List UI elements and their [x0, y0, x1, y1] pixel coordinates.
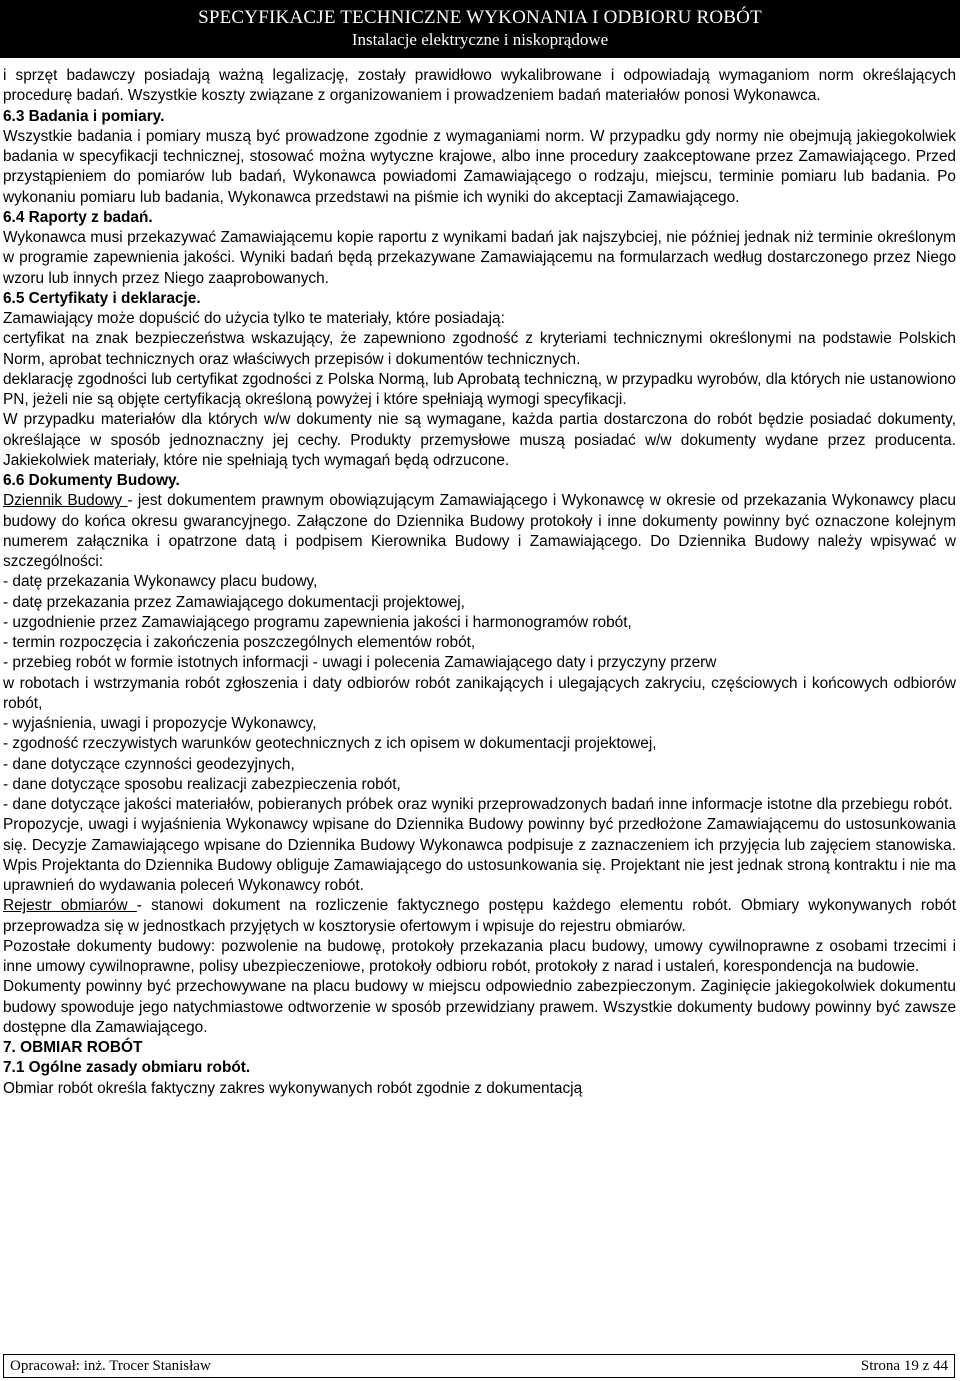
list-item: - termin rozpoczęcia i zakończenia poszczególnych elementów robót,: [3, 634, 476, 651]
term-rejestr-obmiarow: Rejestr obmiarów: [3, 897, 137, 915]
page-footer: [3, 1354, 955, 1378]
paragraph: Pozostałe dokumenty budowy: pozwolenie na budowę, protokoły przekazania placu budowy, umowy cywilnoprawne z osobami trzecimi i inne umowy cywilnoprawne, polisy ubezpieczeniowe, protokoły odbioru robót, protokoły z narad i ustaleń, korespondencja na budowie.: [3, 937, 956, 975]
section-heading-6-5: 6.5 Certyfikaty i deklaracje.: [3, 289, 201, 307]
paragraph: [3, 491, 956, 572]
list-item: - zgodność rzeczywistych warunków geotechnicznych z ich opisem w dokumentacji projektowej,: [3, 735, 657, 753]
paragraph: W przypadku materiałów dla których w/w dokumenty nie są wymagane, każda partia dostarczona do robót będzie posiadać dokumenty, określające w sposób jednoznaczny jej cechy. Produkty przemysłowe muszą posiadać w/w dokumenty wydane przez producenta. Jakiekolwiek materiały, które nie spełniają tych wymagań będą odrzucone.: [3, 411, 956, 469]
list-item: - dane dotyczące sposobu realizacji zabezpieczenia robót,: [3, 775, 401, 793]
list-item: - wyjaśnienia, uwagi i propozycje Wykonawcy,: [3, 715, 317, 732]
section-heading-6-3: 6.3 Badania i pomiary.: [3, 107, 165, 125]
footer-page-number: Strona 19 z 44: [860, 1358, 948, 1374]
list-item: - datę przekazania Wykonawcy placu budowy,: [3, 573, 318, 591]
paragraph: [3, 896, 956, 937]
paragraph-text: - jest dokumentem prawnym obowiązującym Zamawiającego i Wykonawcę w okresie od przekazania Wykonawcy placu budowy do końca okresu gwarancyjnego. Załączone do Dziennika Budowy protokoły i inne dokumenty powinny być oznaczone kolejnym numerem załącznika i opatrzone datą i podpisem Kierownika Budowy i Zamawiającego. Do Dziennika Budowy należy wpisywać w szczególności:: [3, 492, 956, 570]
paragraph: Wykonawca musi przekazywać Zamawiającemu kopie raportu z wynikami badań jak najszybciej, nie później jednak niż terminie określonym w programie zapewnienia jakości. Wyniki badań będą przekazywane Zamawiającemu na formularzach według dostarczonego przez Niego wzoru lub innych przez Niego zaaprobowanych.: [3, 229, 956, 287]
footer-author: Opracował: inż. Trocer Stanisław: [10, 1358, 211, 1374]
header-subtitle: Instalacje elektryczne i niskoprądowe: [351, 30, 609, 49]
section-heading-7-1: 7.1 Ogólne zasady obmiaru robót.: [3, 1059, 251, 1077]
paragraph: Obmiar robót określa faktyczny zakres wykonywanych robót zgodnie z dokumentacją: [3, 1079, 583, 1097]
list-item: w robotach i wstrzymania robót zgłoszenia i daty odbiorów robót zanikających i ulegających zakryciu, częściowych i końcowych odbiorów robót,: [3, 674, 956, 712]
paragraph: i sprzęt badawczy posiadają ważną legalizację, zostały prawidłowo wykalibrowane i odpowiadają wymaganiom norm określających procedurę badań. Wszystkie koszty związane z organizowaniem i prowadzeniem badań materiałów ponosi Wykonawca.: [3, 67, 956, 105]
list-item: - przebieg robót w formie istotnych informacji - uwagi i polecenia Zamawiającego daty i przyczyny przerw: [3, 654, 717, 672]
paragraph: certyfikat na znak bezpieczeństwa wskazujący, że zapewniono zgodność z kryteriami technicznymi określonymi na podstawie Polskich Norm, aprobat technicznych oraz właściwych przepisów i dokumentów technicznych.: [3, 330, 956, 368]
paragraph: deklarację zgodności lub certyfikat zgodności z Polska Normą, lub Aprobatą techniczną, w przypadku wyrobów, dla których nie ustanowiono PN, jeżeli nie są objęte certyfikacją określoną powyżej i które spełniają wymogi specyfikacji.: [3, 370, 956, 408]
list-item: - dane dotyczące czynności geodezyjnych,: [3, 755, 295, 773]
document-body: [3, 66, 956, 1099]
list-item: - datę przekazania przez Zamawiającego dokumentacji projektowej,: [3, 593, 465, 611]
paragraph: Dokumenty powinny być przechowywane na placu budowy w miejscu odpowiednio zabezpieczonym. Zaginięcie jakiegokolwiek dokumentu budowy spowoduje jego natychmiastowe odtworzenie w sposób przewidziany prawem. Wszystkie dokumenty budowy powinny być zawsze dostępne dla Zamawiającego.: [3, 978, 956, 1036]
list-item: - dane dotyczące jakości materiałów, pobieranych próbek oraz wyniki przeprowadzonych badań inne informacje istotne dla przebiegu robót.: [3, 796, 953, 813]
paragraph: Wszystkie badania i pomiary muszą być prowadzone zgodnie z wymaganiami norm. W przypadku gdy normy nie obejmują jakiegokolwiek badania w specyfikacji technicznej, stosować można wytyczne krajowe, albo inne procedury zaakceptowane przez Zamawiającego. Przed przystąpieniem do pomiarów lub badań, Wykonawca powiadomi Zamawiającego o rodzaju, miejscu, terminie pomiaru lub badania. Po wykonaniu pomiaru lub badania, Wykonawca przedstawi na piśmie ich wyniki do akceptacji Zamawiającego.: [3, 127, 956, 206]
term-dziennik-budowy: Dziennik Budowy: [3, 492, 128, 510]
paragraph: Zamawiający może dopuścić do użycia tylko te materiały, które posiadają:: [3, 310, 505, 327]
header-title: SPECYFIKACJE TECHNICZNE WYKONANIA I ODBIORU ROBÓT: [198, 7, 762, 28]
list-item: - uzgodnienie przez Zamawiającego programu zapewnienia jakości i harmonogramów robót,: [3, 613, 632, 631]
paragraph: Propozycje, uwagi i wyjaśnienia Wykonawcy wpisane do Dziennika Budowy powinny być przedłożone Zamawiającemu do ustosunkowania się. Decyzje Zamawiającego wpisane do Dziennika Budowy Wykonawca podpisuje z zaznaczeniem ich przyjęcia lub zajęciem stanowiska. Wpis Projektanta do Dziennika Budowy obliguje Zamawiającego do ustosunkowania się. Projektant nie jest jednak stroną kontraktu i nie ma uprawnień do wydawania poleceń Wykonawcy robót.: [3, 816, 956, 894]
section-heading-7: 7. OBMIAR ROBÓT: [3, 1039, 143, 1056]
section-heading-6-4: 6.4 Raporty z badań.: [3, 208, 153, 226]
paragraph-text: - stanowi dokument na rozliczenie faktycznego postępu każdego elementu robót. Obmiary wykonywanych robót przeprowadza się w jednostkach przyjętych w kosztorysie ofertowym i wpisuje do rejestru obmiarów.: [3, 897, 956, 935]
section-heading-6-6: 6.6 Dokumenty Budowy.: [3, 472, 180, 489]
page-header: [0, 0, 960, 58]
